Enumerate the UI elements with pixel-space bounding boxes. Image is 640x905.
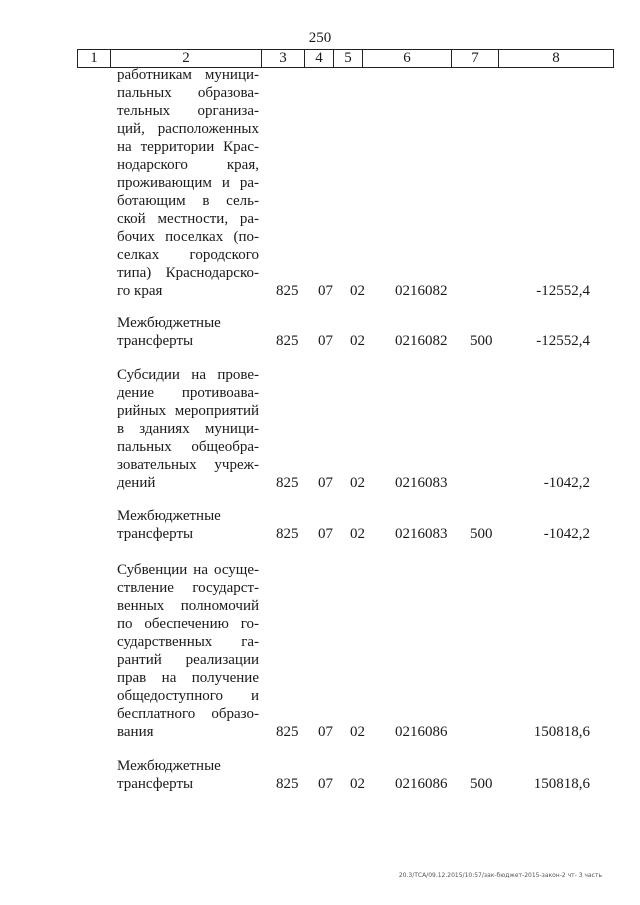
description-line: Межбюджетные xyxy=(117,508,221,524)
amount: -1042,2 xyxy=(543,526,590,542)
department-code: 825 xyxy=(276,475,299,491)
amount: 150818,6 xyxy=(533,724,590,740)
section-code: 07 xyxy=(318,475,333,491)
description-line: рантий реализации xyxy=(117,652,259,668)
section-code: 07 xyxy=(318,526,333,542)
page-number: 250 xyxy=(308,30,332,46)
department-code: 825 xyxy=(276,283,299,299)
description-line: проживающим и ра- xyxy=(117,175,259,191)
expense-type-code: 500 xyxy=(470,776,493,792)
header-col-5: 5 xyxy=(334,50,363,68)
row-description xyxy=(117,757,259,793)
description-line: селках городского xyxy=(117,247,259,263)
description-line: трансферты xyxy=(117,526,194,542)
description-line: в зданиях муници- xyxy=(117,421,259,437)
amount: 150818,6 xyxy=(533,776,590,792)
department-code: 825 xyxy=(276,724,299,740)
department-code: 825 xyxy=(276,333,299,349)
target-article-code: 0216083 xyxy=(395,475,448,491)
row-description xyxy=(117,561,259,741)
description-line: ций, расположенных xyxy=(117,121,259,137)
table-row xyxy=(0,66,640,300)
table-row xyxy=(0,757,640,793)
description-line: зовательных учреж- xyxy=(117,457,259,473)
target-article-code: 0216086 xyxy=(395,724,448,740)
amount: -1042,2 xyxy=(543,475,590,491)
row-description xyxy=(117,366,259,492)
description-line: вания xyxy=(117,724,154,740)
description-line: трансферты xyxy=(117,333,194,349)
description-line: Межбюджетные xyxy=(117,758,221,774)
section-code: 07 xyxy=(318,283,333,299)
description-line: тельных организа- xyxy=(117,103,259,119)
section-code: 07 xyxy=(318,333,333,349)
subsection-code: 02 xyxy=(350,475,365,491)
header-col-1: 1 xyxy=(78,50,111,68)
header-col-3: 3 xyxy=(262,50,305,68)
amount: -12552,4 xyxy=(536,333,590,349)
table-row xyxy=(0,366,640,492)
description-line: нодарского края, xyxy=(117,157,259,173)
description-line: работникам муници- xyxy=(117,67,259,83)
description-line: Субсидии на прове- xyxy=(117,367,259,383)
footer-file-stamp: 20.3/ТСА/09.12.2015/10:57/зак-бюджет-2015-закон-2 чт- 3 часть xyxy=(398,872,602,879)
description-line: венных полномочий xyxy=(117,598,259,614)
department-code: 825 xyxy=(276,776,299,792)
target-article-code: 0216082 xyxy=(395,333,448,349)
description-line: Межбюджетные xyxy=(117,315,221,331)
target-article-code: 0216086 xyxy=(395,776,448,792)
header-col-2: 2 xyxy=(111,50,262,68)
row-description xyxy=(117,314,259,350)
description-line: ботающим в сель- xyxy=(117,193,259,209)
description-line: трансферты xyxy=(117,776,194,792)
description-line: типа) Краснодарско- xyxy=(117,265,259,281)
description-line: бочих поселках (по- xyxy=(117,229,259,245)
table-row xyxy=(0,561,640,741)
subsection-code: 02 xyxy=(350,333,365,349)
description-line: дений xyxy=(117,475,156,491)
amount: -12552,4 xyxy=(536,283,590,299)
header-col-4: 4 xyxy=(305,50,334,68)
description-line: дение противоава- xyxy=(117,385,259,401)
description-line: сударственных га- xyxy=(117,634,259,650)
description-line: по обеспечению го- xyxy=(117,616,259,632)
description-line: ствление государст- xyxy=(117,580,259,596)
description-line: общедоступного и xyxy=(117,688,259,704)
description-line: бесплатного образо- xyxy=(117,706,259,722)
subsection-code: 02 xyxy=(350,526,365,542)
section-code: 07 xyxy=(318,724,333,740)
row-description xyxy=(117,66,259,300)
header-col-8: 8 xyxy=(499,50,614,68)
department-code: 825 xyxy=(276,526,299,542)
description-line: го края xyxy=(117,283,163,299)
description-line: пальных общеобра- xyxy=(117,439,259,455)
description-line: прав на получение xyxy=(117,670,259,686)
description-line: Субвенции на осуще- xyxy=(117,562,259,578)
expense-type-code: 500 xyxy=(470,333,493,349)
table-row xyxy=(0,314,640,350)
expense-type-code: 500 xyxy=(470,526,493,542)
description-line: рийных мероприятий xyxy=(117,403,259,419)
description-line: на территории Крас- xyxy=(117,139,259,155)
section-code: 07 xyxy=(318,776,333,792)
row-description xyxy=(117,507,259,543)
header-col-6: 6 xyxy=(363,50,452,68)
description-line: ской местности, ра- xyxy=(117,211,259,227)
subsection-code: 02 xyxy=(350,724,365,740)
subsection-code: 02 xyxy=(350,283,365,299)
header-col-7: 7 xyxy=(452,50,499,68)
target-article-code: 0216082 xyxy=(395,283,448,299)
target-article-code: 0216083 xyxy=(395,526,448,542)
table-row xyxy=(0,507,640,543)
description-line: пальных образова- xyxy=(117,85,259,101)
subsection-code: 02 xyxy=(350,776,365,792)
